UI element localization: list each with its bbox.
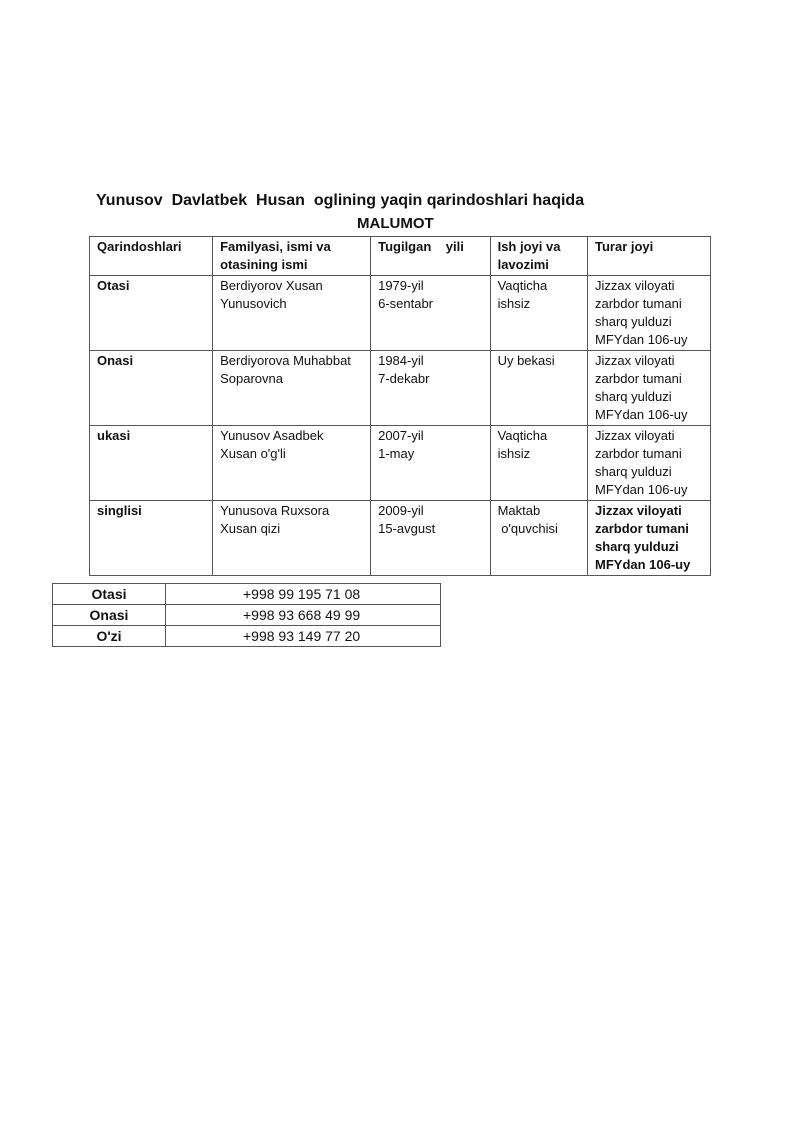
phone-row	[53, 626, 441, 647]
phone-row	[53, 584, 441, 605]
table-row	[90, 501, 711, 576]
header-relation: Qarindoshlari	[90, 237, 213, 276]
phones-table	[52, 583, 441, 647]
header-full-name: Familyasi, ismi va otasining ismi	[213, 237, 371, 276]
birth-cell: 2009-yil 15-avgust	[371, 501, 490, 576]
relatives-table	[89, 236, 711, 576]
address-cell: Jizzax viloyati zarbdor tumani sharq yulduzi MFYdan 106-uy	[588, 426, 711, 501]
header-job: Ish joyi va lavozimi	[490, 237, 587, 276]
document-title: Yunusov Davlatbek Husan oglining yaqin qarindoshlari haqida	[96, 192, 585, 209]
phone-owner: Otasi	[53, 584, 166, 605]
phone-number: +998 93 149 77 20	[166, 626, 441, 647]
table-row	[90, 426, 711, 501]
name-cell: Yunusov Asadbek Xusan o'g'li	[213, 426, 371, 501]
relation-cell: ukasi	[90, 426, 213, 501]
table-row	[90, 276, 711, 351]
phone-row	[53, 605, 441, 626]
name-cell: Berdiyorova Muhabbat Soparovna	[213, 351, 371, 426]
job-cell: Maktab o'quvchisi	[490, 501, 587, 576]
address-cell: Jizzax viloyati zarbdor tumani sharq yulduzi MFYdan 106-uy	[588, 276, 711, 351]
phone-number: +998 99 195 71 08	[166, 584, 441, 605]
relation-cell: singlisi	[90, 501, 213, 576]
address-cell: Jizzax viloyati zarbdor tumani sharq yulduzi MFYdan 106-uy	[588, 501, 711, 576]
header-birth-year: Tugilgan yili	[371, 237, 490, 276]
phone-owner: Onasi	[53, 605, 166, 626]
header-address: Turar joyi	[588, 237, 711, 276]
job-cell: Vaqticha ishsiz	[490, 276, 587, 351]
birth-cell: 2007-yil 1-may	[371, 426, 490, 501]
phone-number: +998 93 668 49 99	[166, 605, 441, 626]
table-row	[90, 351, 711, 426]
job-cell: Vaqticha ishsiz	[490, 426, 587, 501]
relation-cell: Otasi	[90, 276, 213, 351]
address-cell: Jizzax viloyati zarbdor tumani sharq yulduzi MFYdan 106-uy	[588, 351, 711, 426]
document-subtitle: MALUMOT	[357, 215, 434, 232]
name-cell: Yunusova Ruxsora Xusan qizi	[213, 501, 371, 576]
birth-cell: 1979-yil 6-sentabr	[371, 276, 490, 351]
birth-cell: 1984-yil 7-dekabr	[371, 351, 490, 426]
phone-owner: O'zi	[53, 626, 166, 647]
name-cell: Berdiyorov Xusan Yunusovich	[213, 276, 371, 351]
relation-cell: Onasi	[90, 351, 213, 426]
job-cell: Uy bekasi	[490, 351, 587, 426]
relatives-table-header-row	[90, 237, 711, 276]
